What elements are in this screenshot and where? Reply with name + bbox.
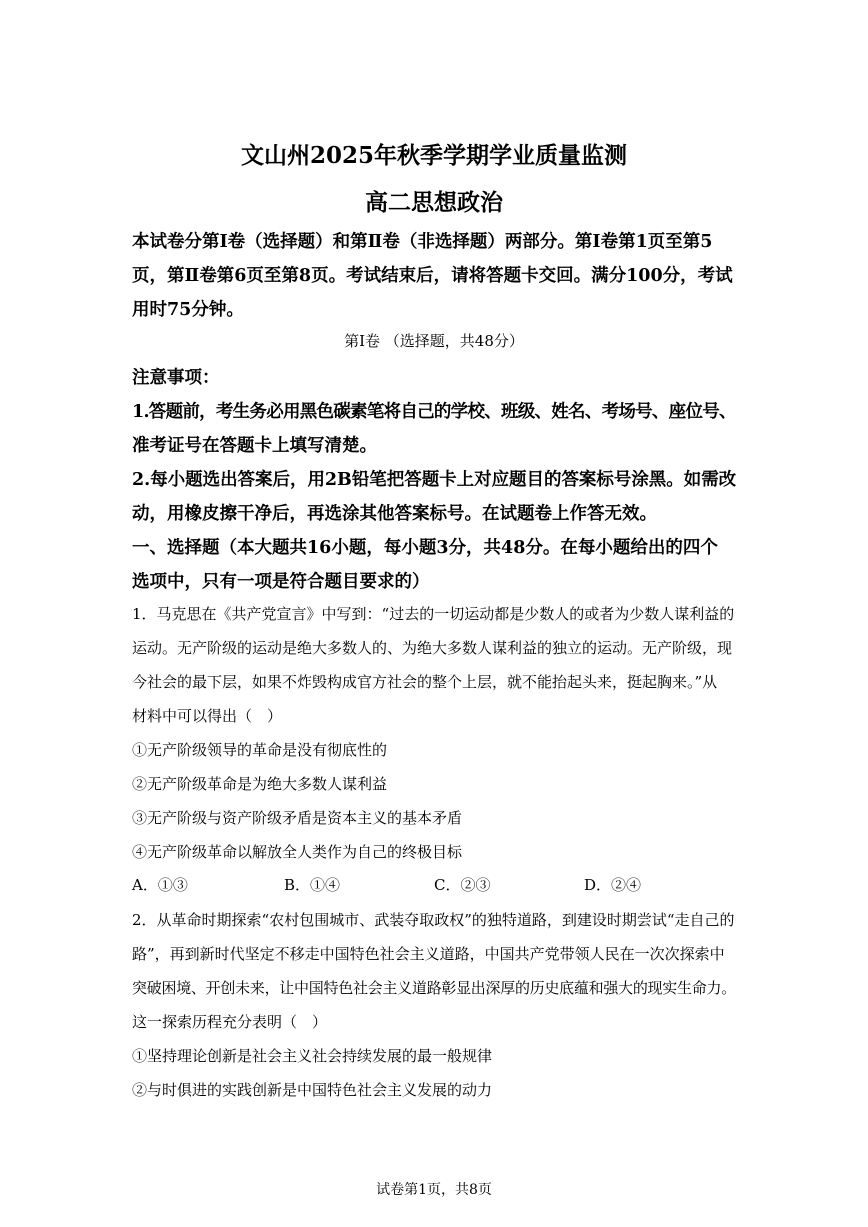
question-stem: 2．从革命时期探索“农村包围城市、武装夺取政权”的独特道路，到建设时期尝试“走自己的: [132, 911, 735, 929]
question-stem: 这一探索历程充分表明（ ）: [132, 1013, 328, 1031]
option-b: B．①④: [284, 876, 341, 894]
part-heading: 一、选择题（本大题共16小题，每小题3分，共48分。在每小题给出的四个: [132, 538, 718, 558]
page-footer: 试卷第1页，共8页: [376, 1182, 492, 1198]
section-heading: 第Ⅰ卷 （选择题，共48分）: [344, 332, 524, 350]
statement-item: ③无产阶级与资产阶级矛盾是资本主义的基本矛盾: [132, 809, 463, 827]
notice-heading: 注意事项：: [132, 368, 220, 388]
intro-line: 本试卷分第Ⅰ卷（选择题）和第Ⅱ卷（非选择题）两部分。第Ⅰ卷第1页至第5: [132, 232, 713, 252]
intro-line: 页，第Ⅱ卷第6页至第8页。考试结束后，请将答题卡交回。满分100分，考试: [132, 266, 733, 286]
statement-item: ②与时俱进的实践创新是中国特色社会主义发展的动力: [132, 1081, 493, 1099]
statement-item: ②无产阶级革命是为绝大多数人谋利益: [132, 775, 388, 793]
question-stem: 今社会的最下层，如果不炸毁构成官方社会的整个上层，就不能抬起头来，挺起胸来。”从: [132, 673, 718, 691]
question-stem: 突破困境、开创未来，让中国特色社会主义道路彰显出深厚的历史底蕴和强大的现实生命力。: [132, 979, 736, 997]
option-d: D．②④: [584, 876, 642, 894]
exam-subject: 高二思想政治: [365, 189, 503, 216]
statement-item: ①无产阶级领导的革命是没有彻底性的: [132, 741, 388, 759]
part-heading: 选项中，只有一项是符合题目要求的）: [132, 572, 430, 592]
statement-item: ④无产阶级革命以解放全人类作为自己的终极目标: [132, 843, 463, 861]
answer-options: [132, 874, 736, 896]
notice-line: 准考证号在答题卡上填写清楚。: [132, 436, 377, 456]
notice-line: 2.每小题选出答案后，用2B铅笔把答题卡上对应题目的答案标号涂黑。如需改: [132, 470, 737, 490]
option-c: C．②③: [434, 876, 491, 894]
question-stem: 1．马克思在《共产党宣言》中写到：“过去的一切运动都是少数人的或者为少数人谋利益的: [132, 605, 735, 623]
exam-title: 文山州2025年秋季学期学业质量监测: [240, 142, 627, 169]
intro-line: 用时75分钟。: [132, 300, 244, 320]
option-a: A．①③: [132, 876, 188, 894]
question-stem: 路”，再到新时代坚定不移走中国特色社会主义道路，中国共产党带领人民在一次次探索中: [132, 945, 725, 963]
statement-item: ①坚持理论创新是社会主义社会持续发展的最一般规律: [132, 1047, 493, 1065]
question-stem: 材料中可以得出（ ）: [132, 707, 283, 725]
notice-line: 1.答题前，考生务必用黑色碳素笔将自己的学校、班级、姓名、考场号、座位号、: [132, 402, 736, 422]
notice-line: 动，用橡皮擦干净后，再选涂其他答案标号。在试题卷上作答无效。: [132, 504, 657, 524]
question-stem: 运动。无产阶级的运动是绝大多数人的、为绝大多数人谋利益的独立的运动。无产阶级，现: [132, 639, 733, 657]
